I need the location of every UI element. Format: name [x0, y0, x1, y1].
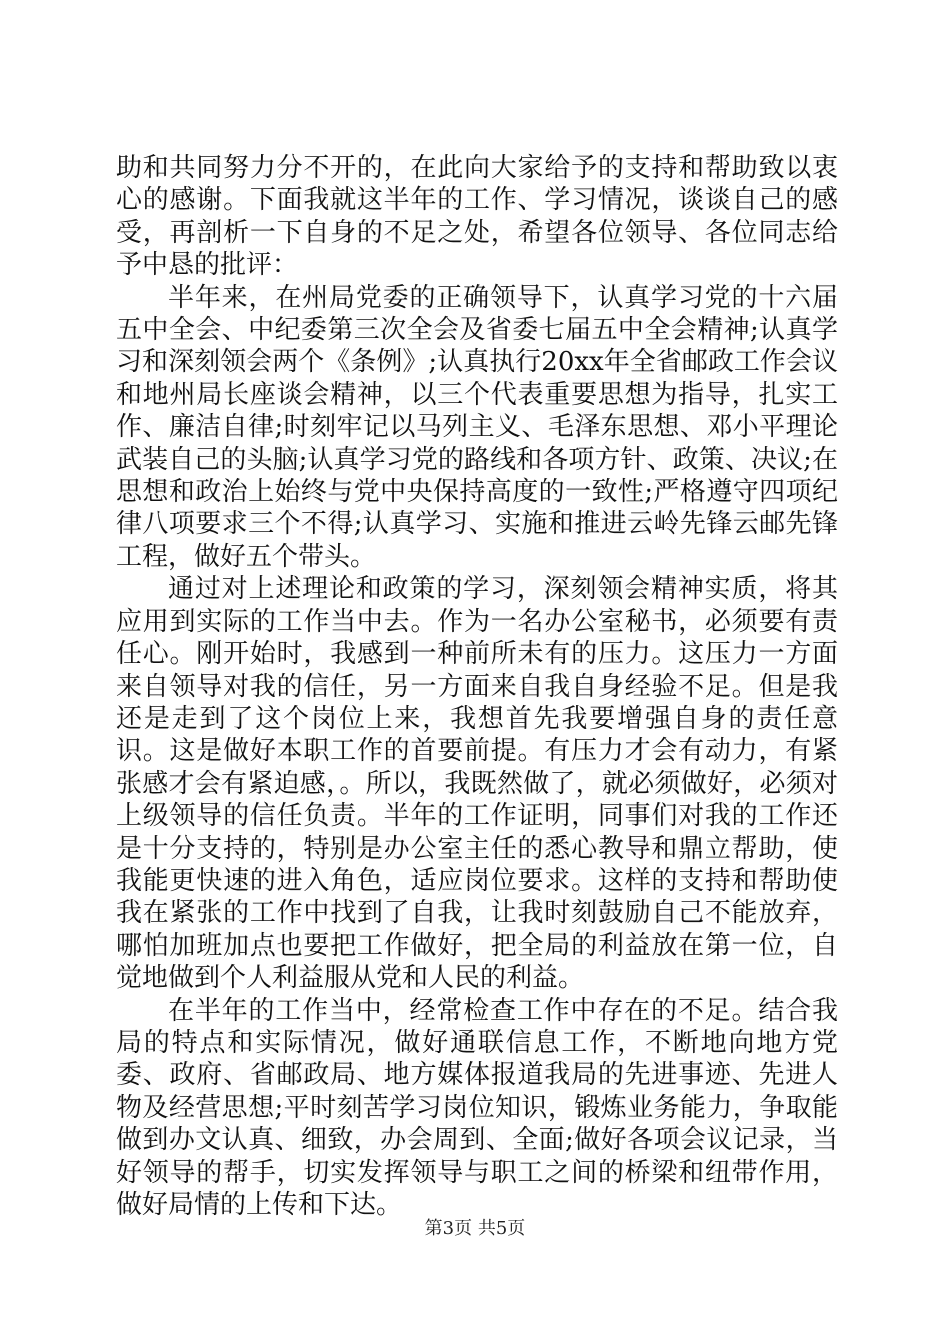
document-body	[116, 152, 838, 1221]
paragraph-study: 半年来，在州局党委的正确领导下，认真学习党的十六届五中全会、中纪委第三次全会及省委七届五中全会精神;认真学习和深刻领会两个《条例》;认真执行20xx年全省邮政工作会议和地州局长座谈会精神，以三个代表重要思想为指导，扎实工作、廉洁自律;时刻牢记以马列主义、毛泽东思想、邓小平理论武装自己的头脑;认真学习党的路线和各项方针、政策、决议;在思想和政治上始终与党中央保持高度的一致性;严格遵守四项纪律八项要求三个不得;认真学习、实施和推进云岭先锋云邮先锋工程，做好五个带头。	[116, 282, 838, 572]
paragraph-work-review: 在半年的工作当中，经常检查工作中存在的不足。结合我局的特点和实际情况，做好通联信息工作，不断地向地方党委、政府、省邮政局、地方媒体报道我局的先进事迹、先进人物及经营思想;平时刻苦学习岗位知识，锻炼业务能力，争取能做到办文认真、细致，办会周到、全面;做好各项会议记录，当好领导的帮手，切实发挥领导与职工之间的桥梁和纽带作用，做好局情的上传和下达。	[116, 995, 838, 1220]
page-footer: 第3页 共5页	[424, 1218, 526, 1239]
paragraph-continuation: 助和共同努力分不开的，在此向大家给予的支持和帮助致以衷心的感谢。下面我就这半年的工作、学习情况，谈谈自己的感受，再剖析一下自身的不足之处，希望各位领导、各位同志给予中恳的批评：	[116, 153, 838, 281]
paragraph-responsibility: 通过对上述理论和政策的学习，深刻领会精神实质，将其应用到实际的工作当中去。作为一名办公室秘书，必须要有责任心。刚开始时，我感到一种前所未有的压力。这压力一方面来自领导对我的信任，另一方面来自我自身经验不足。但是我还是走到了这个岗位上来，我想首先我要增强自身的责任意识。这是做好本职工作的首要前提。有压力才会有动力，有紧张感才会有紧迫感，。所以，我既然做了，就必须做好，必须对上级领导的信任负责。半年的工作证明，同事们对我的工作还是十分支持的，特别是办公室主任的悉心教导和鼎立帮助，使我能更快速的进入角色，适应岗位要求。这样的支持和帮助使我在紧张的工作中找到了自我，让我时刻鼓励自己不能放弃，哪怕加班加点也要把工作做好，把全局的利益放在第一位，自觉地做到个人利益服从党和人民的利益。	[116, 574, 838, 994]
